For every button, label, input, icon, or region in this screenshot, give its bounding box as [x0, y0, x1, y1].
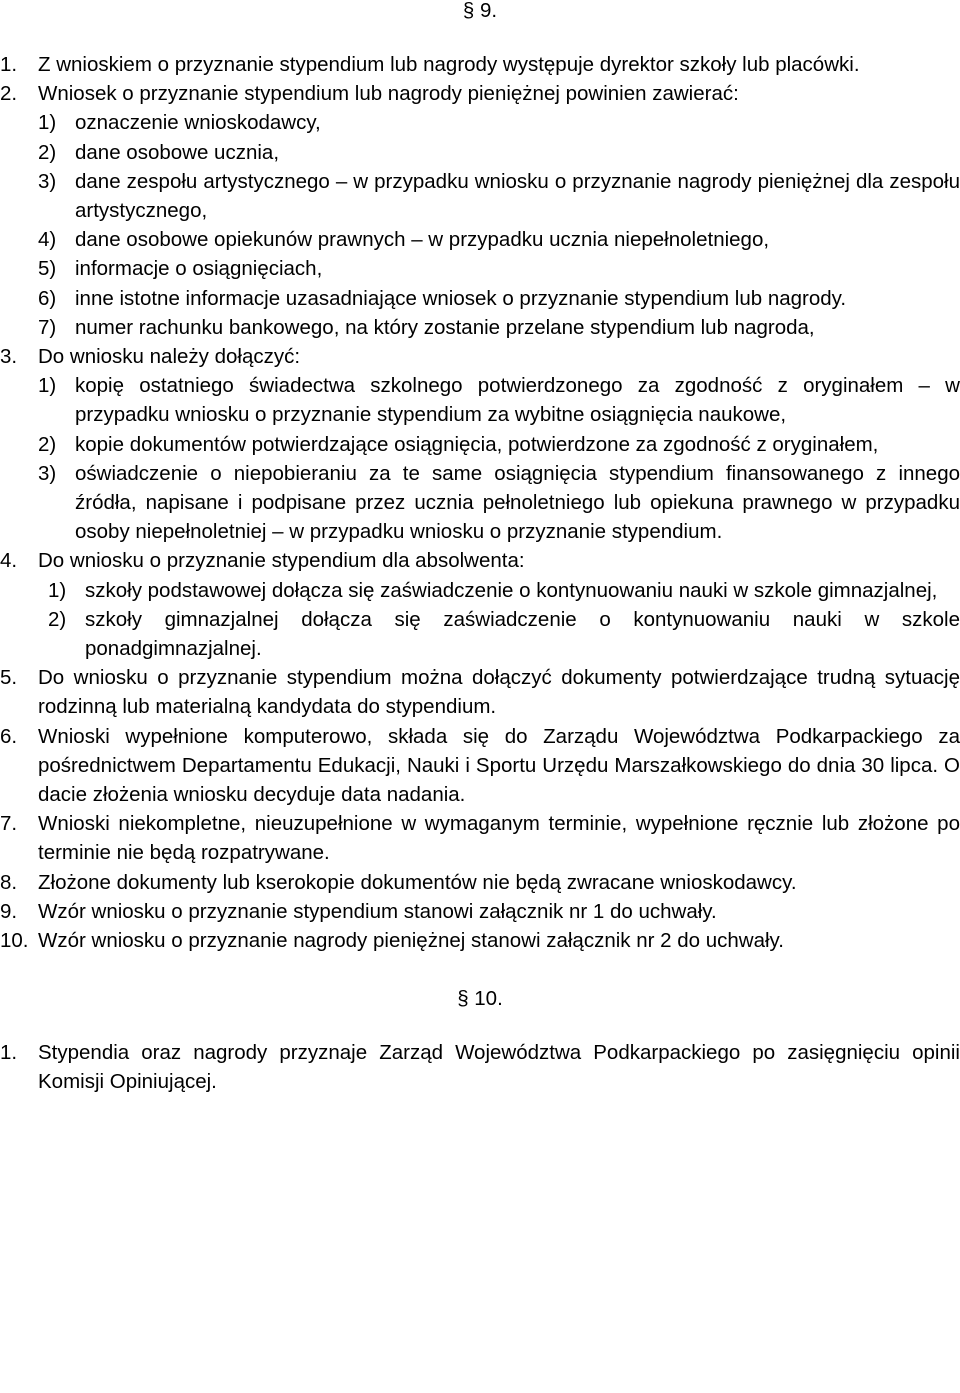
list-item: [0, 868, 960, 897]
list-item: [0, 663, 960, 721]
sub-item-text: oznaczenie wnioskodawcy,: [75, 111, 321, 135]
sub-item-number: 7): [38, 315, 57, 339]
item-number: 7.: [0, 812, 18, 836]
sub-item-text: kopie dokumentów potwierdzające osiągnięcia, potwierdzone za zgodność z oryginałem,: [75, 432, 879, 456]
sub-item-text: kopię ostatniego świadectwa szkolnego potwierdzonego za zgodność z oryginałem – w przypadku wniosku o przyznanie stypendium za wybitne osiągnięcia naukowe,: [75, 374, 960, 427]
item-text: Do wniosku o przyznanie stypendium dla absolwenta:: [38, 549, 525, 573]
sub-item-text: szkoły gimnazjalnej dołącza się zaświadczenie o kontynuowaniu nauki w szkole ponadgimnazjalnej.: [85, 607, 960, 661]
sub-item: [38, 254, 960, 283]
item-text: Złożone dokumenty lub kserokopie dokumentów nie będą zwracane wnioskodawcy.: [38, 870, 797, 894]
sub-item-number: 6): [38, 286, 57, 310]
sub-item-text: dane osobowe ucznia,: [75, 140, 280, 164]
sub-item-number: 2): [48, 607, 67, 631]
item-number: 5.: [0, 666, 18, 690]
sub-item: [38, 225, 960, 254]
list-item: [0, 722, 960, 810]
list-item: [0, 897, 960, 926]
sub-item-number: 1): [38, 111, 57, 135]
sub-item-number: 3): [38, 461, 57, 485]
sub-item-number: 1): [48, 578, 67, 602]
section-9-title: § 9.: [462, 0, 498, 22]
item-number: 8.: [0, 870, 18, 894]
sub-item-number: 1): [38, 374, 57, 398]
list-item: [0, 809, 960, 867]
sub-item-text: szkoły podstawowej dołącza się zaświadczenie o kontynuowaniu nauki w szkole gimnazjalnej,: [85, 578, 938, 602]
sub-item: [38, 459, 960, 547]
item-text: Wzór wniosku o przyznanie nagrody pieniężnej stanowi załącznik nr 2 do uchwały.: [38, 929, 784, 953]
sub-item: [38, 167, 960, 225]
list-item: [0, 546, 960, 575]
list-item: [0, 342, 960, 371]
sub-item: [38, 371, 960, 429]
item-number: 6.: [0, 724, 18, 748]
sub-item-number: 2): [38, 432, 57, 456]
item-text: Do wniosku o przyznanie stypendium można dołączyć dokumenty potwierdzające trudną sytuację rodzinną lub materialną kandydata do stypendium.: [38, 666, 960, 719]
list-item: [0, 50, 960, 79]
list-item: [0, 1038, 960, 1096]
list-item: [0, 79, 960, 108]
sub-item-number: 5): [38, 257, 57, 281]
sub-item-text: informacje o osiągnięciach,: [75, 257, 323, 281]
section-10: [0, 984, 960, 1096]
item-text: Wniosek o przyznanie stypendium lub nagrody pieniężnej powinien zawierać:: [38, 82, 739, 106]
item-number: 1.: [0, 53, 18, 76]
item-number: 10.: [0, 929, 29, 953]
sub-item-number: 3): [38, 169, 57, 193]
sub-item: [38, 284, 960, 313]
sub-item: [48, 576, 960, 605]
item-text: Stypendia oraz nagrody przyznaje Zarząd Województwa Podkarpackiego po zasięgnięciu opinii Komisji Opiniującej.: [38, 1040, 960, 1093]
item-number: 9.: [0, 899, 18, 923]
section-10-title: § 10.: [457, 987, 503, 1011]
sub-item: [38, 108, 960, 137]
item-number: 4.: [0, 549, 18, 573]
item-text: Wzór wniosku o przyznanie stypendium stanowi załącznik nr 1 do uchwały.: [38, 899, 717, 923]
item-text: Do wniosku należy dołączyć:: [38, 345, 301, 369]
sub-item: [38, 430, 960, 459]
sub-item-text: dane osobowe opiekunów prawnych – w przypadku ucznia niepełnoletniego,: [75, 228, 770, 252]
sub-item: [38, 313, 960, 342]
sub-item: [48, 605, 960, 663]
item-text: Wnioski wypełnione komputerowo, składa się do Zarządu Województwa Podkarpackiego za pośrednictwem Departamentu Edukacji, Nauki i Sportu Urzędu Marszałkowskiego do dnia 30 lipca. O dacie złożenia wniosku decyduje data nadania.: [38, 724, 960, 807]
item-number: 1.: [0, 1040, 18, 1064]
item-text: Wnioski niekompletne, nieuzupełnione w wymaganym terminie, wypełnione ręcznie lub złożone po terminie nie będą rozpatrywane.: [38, 812, 960, 865]
sub-item-text: numer rachunku bankowego, na który zostanie przelane stypendium lub nagroda,: [75, 315, 815, 339]
sub-item-text: inne istotne informacje uzasadniające wniosek o przyznanie stypendium lub nagrody.: [75, 286, 847, 310]
list-item: [0, 926, 960, 955]
item-text: Z wnioskiem o przyznanie stypendium lub nagrody występuje dyrektor szkoły lub placówki.: [38, 53, 860, 76]
sub-item-number: 2): [38, 140, 57, 164]
item-number: 3.: [0, 345, 18, 369]
sub-item-text: oświadczenie o niepobieraniu za te same osiągnięcia stypendium finansowanego z innego źródła, napisane i podpisane przez ucznia pełnoletniego lub opiekuna prawnego w przypadku osoby niepełnoletniej – w przypadku wniosku o przyznanie stypendium.: [75, 461, 960, 544]
sub-item-number: 4): [38, 228, 57, 252]
item-number: 2.: [0, 82, 18, 106]
sub-item-text: dane zespołu artystycznego – w przypadku wniosku o przyznanie nagrody pieniężnej dla zespołu artystycznego,: [75, 169, 960, 223]
sub-item: [38, 138, 960, 167]
